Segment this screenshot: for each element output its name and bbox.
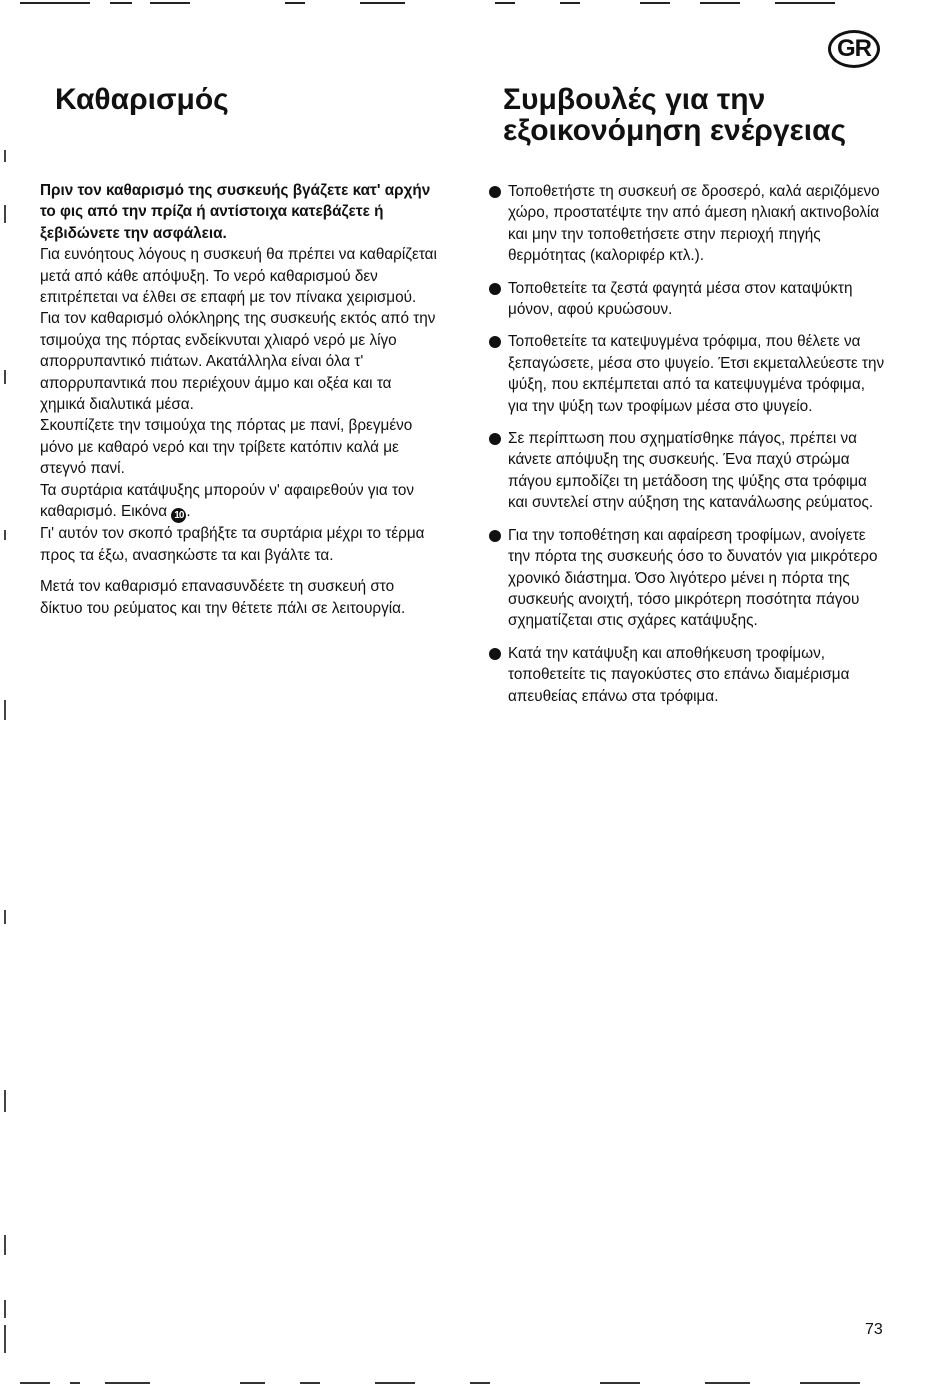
figure-reference-icon: 10 bbox=[171, 508, 186, 523]
bullet-icon bbox=[489, 283, 501, 295]
drawers-instructions: Τα συρτάρια κατάψυξης μπορούν ν' αφαιρεθούν για τον καθαρισμό. Εικόνα 10 . bbox=[40, 480, 440, 524]
cleaning-section bbox=[40, 180, 440, 619]
list-item: Για την τοποθέτηση και αφαίρεση τροφίμων, ανοίγετε την πόρτα της συσκευής όσο το δυνατόν για μικρότερο χρονικό διάστημα. Όσο λιγότερο μένει η πόρτα της συσκευής ανοιχτή, τόσο μικρότερη ποσότητα πάγου σχηματίζεται στις σχάρες κατάψυξης. bbox=[489, 525, 889, 632]
energy-title bbox=[503, 84, 903, 146]
list-item: Σε περίπτωση που σχηματίσθηκε πάγος, πρέπει να κάνετε απόψυξη της συσκευής. Ένα παχύ στρώμα πάγου εμποδίζει τη μετάδοση της ψύξης στα τρόφιμα και συντελεί στην αύξηση της κατανάλωσης ρεύματος. bbox=[489, 428, 889, 514]
cleaning-body: Για ευνόητους λόγους η συσκευή θα πρέπει να καθαρίζεται μετά από κάθε απόψυξη. Το νερό καθαρισμού δεν επιτρέπεται να έλθει σε επαφή με τον πίνακα χειρισμού. Για τον καθαρισμό ολόκληρης της συσκευής εκτός από την τσιμούχα της πόρτας ενδείκνυται χλιαρό νερό με λίγο απορρυπαντικό πιάτων. Ακατάλληλα είναι όλα τ' απορρυπαντικά που περιέχουν άμμο και οξέα και τα χημικά διαλυτικά μέσα. bbox=[40, 246, 437, 414]
bottom-edge-rule bbox=[0, 1380, 950, 1386]
list-item: Τοποθετήστε τη συσκευή σε δροσερό, καλά αεριζόμενο χώρο, προστατέψτε την από άμεση ηλιακή ακτινοβολία και μην την τοποθετήσετε στην περιοχή πηγής θερμότητας (καλοριφέρ κτλ.). bbox=[489, 181, 889, 267]
page-number: 73 bbox=[865, 1321, 883, 1338]
energy-tips-list bbox=[489, 181, 889, 718]
language-badge: GR bbox=[828, 30, 880, 68]
bullet-icon bbox=[489, 530, 501, 542]
energy-title-line2: εξοικονόμηση ενέργειας bbox=[503, 114, 847, 147]
drawers-text: Τα συρτάρια κατάψυξης μπορούν ν' αφαιρεθούν για τον καθαρισμό. Εικόνα bbox=[40, 481, 415, 521]
bullet-icon bbox=[489, 648, 501, 660]
drawers-removal-instructions: Γι' αυτόν τον σκοπό τραβήξτε τα συρτάρια μέχρι το τέρμα προς τα έξω, ανασηκώστε τα και βγάλτε τα. bbox=[40, 525, 425, 564]
cleaning-warning: Πριν τον καθαρισμό της συσκευής βγάζετε κατ' αρχήν το φις από την πρίζα ή αντίστοιχα κατεβάζετε ή ξεβιδώνετε την ασφάλεια. bbox=[40, 182, 431, 242]
list-item: Τοποθετείτε τα κατεψυγμένα τρόφιμα, που θέλετε να ξεπαγώσετε, μέσα στο ψυγείο. Έτσι εκμεταλλεύεστε την ψύξη, που εκπέμπεται από τα κατεψυγμένα τρόφιμα, για την ψύξη των τροφίμων μέσα στο ψυγείο. bbox=[489, 331, 889, 417]
bullet-icon bbox=[489, 186, 501, 198]
energy-title-line1: Συμβουλές για την bbox=[503, 83, 766, 116]
bullet-icon bbox=[489, 433, 501, 445]
gasket-instructions: Σκουπίζετε την τσιμούχα της πόρτας με πανί, βρεγμένο μόνο με καθαρό νερό και την τρίβετε κατόπιν καλά με στεγνό πανί. bbox=[40, 417, 413, 478]
top-edge-rule bbox=[0, 0, 950, 6]
bullet-icon bbox=[489, 336, 501, 348]
list-item: Κατά την κατάψυξη και αποθήκευση τροφίμων, τοποθετείτε τις παγοκύστες στο επάνω διαμέρισμα απευθείας επάνω στα τρόφιμα. bbox=[489, 643, 889, 707]
cleaning-title: Καθαρισμός bbox=[55, 83, 229, 116]
reconnect-instructions: Μετά τον καθαρισμό επανασυνδέετε τη συσκευή στο δίκτυο του ρεύματος και την θέτετε πάλι σε λειτουργία. bbox=[40, 578, 406, 617]
list-item: Τοποθετείτε τα ζεστά φαγητά μέσα στον καταψύκτη μόνον, αφού κρυώσουν. bbox=[489, 278, 889, 321]
